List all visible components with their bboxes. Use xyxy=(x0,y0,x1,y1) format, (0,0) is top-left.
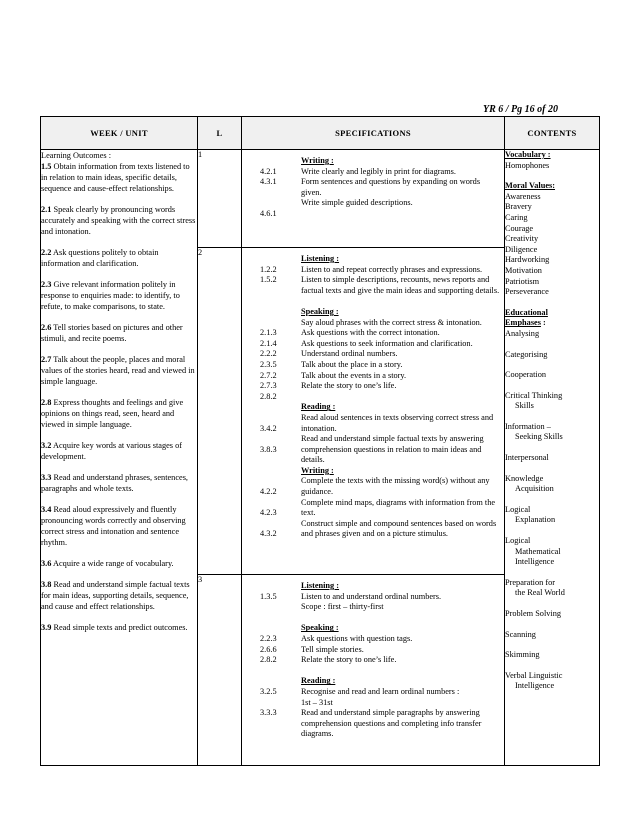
spec-text: Recognise and read and learn ordinal numbers : xyxy=(301,686,460,696)
emphasis-label: Cooperation xyxy=(505,370,547,380)
outcome-text: Ask questions politely to obtain information and clarification. xyxy=(41,248,159,268)
educational-emphases-title-2 xyxy=(505,318,599,329)
emphasis-item xyxy=(505,474,599,495)
outcome-number: 3.6 xyxy=(41,559,52,568)
spec-line xyxy=(242,156,502,167)
learning-outcome-item xyxy=(41,247,197,269)
spec-code: 1.2.2 xyxy=(260,264,277,274)
vocabulary-list xyxy=(505,161,599,172)
learning-outcome-item xyxy=(41,558,197,569)
spec-code: 3.4.2 xyxy=(260,423,277,433)
learning-outcome-item xyxy=(41,397,197,430)
spec-line xyxy=(242,581,502,592)
spec-list xyxy=(242,150,504,226)
spec-code: 2.3.5 xyxy=(260,359,277,369)
spec-text: factual texts and give the main ideas and supporting details. xyxy=(301,285,500,295)
spec-code: 3.3.3 xyxy=(260,708,277,718)
spec-text: Scope : first – thirty-first xyxy=(301,602,384,612)
outcome-text: Express thoughts and feelings and give opinions on things read, seen, heard and viewed in simple language. xyxy=(41,398,184,429)
level-3-number: 3 xyxy=(198,575,242,766)
spec-text: comprehension questions and completing info transfer xyxy=(301,718,482,728)
spec-line xyxy=(242,339,502,350)
emphasis-item xyxy=(505,650,599,661)
spec-line xyxy=(242,602,502,613)
spec-skill-heading: Writing : xyxy=(301,465,334,475)
moral-values-list xyxy=(505,192,599,298)
spec-line xyxy=(242,487,502,498)
spec-code xyxy=(242,413,301,424)
emphasis-label: Interpersonal xyxy=(505,453,549,463)
educational-emphases-list xyxy=(505,329,599,692)
spec-text: comprehension questions in relation to main ideas and xyxy=(301,444,482,454)
spec-text: diagrams. xyxy=(301,729,334,739)
emphasis-label-cont: Intelligence xyxy=(515,681,555,691)
outcome-number: 2.7 xyxy=(41,355,52,364)
spec-line xyxy=(242,592,502,603)
spec-text: text. xyxy=(301,508,316,518)
emphasis-item xyxy=(505,350,599,361)
emphasis-label: Logical xyxy=(505,536,531,546)
spec-line xyxy=(242,498,502,509)
outcome-text: Acquire key words at various stages of development. xyxy=(41,441,183,461)
spec-code: 1.3.5 xyxy=(260,591,277,601)
spec-line xyxy=(242,209,502,220)
emphasis-label: Scanning xyxy=(505,629,536,639)
spec-line xyxy=(242,254,502,265)
emphasis-item xyxy=(505,505,599,526)
spec-code: 2.8.2 xyxy=(260,391,277,401)
spec-code: 4.6.1 xyxy=(260,208,277,218)
outcome-number: 2.3 xyxy=(41,280,52,289)
spec-line xyxy=(242,265,502,276)
spec-code: 2.2.2 xyxy=(260,349,277,359)
spec-line xyxy=(242,708,502,719)
emphasis-label-cont: Mathematical xyxy=(515,546,561,556)
outcome-text: Read and understand phrases, sentences, paragraphs and whole texts. xyxy=(41,473,188,493)
outcome-text: Acquire a wide range of vocabulary. xyxy=(51,559,174,568)
emphasis-item xyxy=(505,630,599,641)
spec-line xyxy=(242,360,502,371)
emphasis-label: Categorising xyxy=(505,349,548,359)
spec-code: 3.8.3 xyxy=(260,444,277,454)
edu-colon: : xyxy=(540,318,546,328)
learning-outcome-item xyxy=(41,472,197,494)
level-1-specifications xyxy=(242,150,505,248)
emphasis-item xyxy=(505,370,599,381)
spec-text: Listen to simple descriptions, recounts, news reports and xyxy=(301,275,490,285)
spec-line xyxy=(242,349,502,360)
moral-values-title: Moral Values: xyxy=(505,181,556,191)
spec-code xyxy=(242,434,301,445)
learning-outcome-item xyxy=(41,204,197,237)
spec-code xyxy=(242,581,301,592)
spec-code: 4.3.2 xyxy=(260,529,277,539)
learning-outcomes-title: Learning Outcomes : xyxy=(41,151,112,160)
moral-value-item: Perseverance xyxy=(505,287,549,297)
spec-line xyxy=(242,177,502,198)
spec-text: Say aloud phrases with the correct stress & intonation. xyxy=(301,317,482,327)
moral-value-item: Hardworking xyxy=(505,255,550,265)
spec-line xyxy=(242,476,502,487)
level-1-number: 1 xyxy=(198,150,242,248)
spec-code xyxy=(242,455,301,466)
outcome-text: Speak clearly by pronouncing words accurately and speaking with the correct stress and intonation. xyxy=(41,205,196,236)
emphasis-label: Knowledge xyxy=(505,473,544,483)
edu-title-2: Emphases xyxy=(505,318,541,328)
emphasis-item xyxy=(505,391,599,412)
moral-value-item: Creativity xyxy=(505,234,539,244)
spec-line xyxy=(242,719,502,730)
emphasis-label-cont: the Real World xyxy=(515,588,565,598)
outcome-text: Read and understand simple factual texts for main ideas, supporting details, sequence, and cause and effect relationships. xyxy=(41,580,190,611)
spec-code: 2.1.3 xyxy=(260,328,277,338)
spec-line xyxy=(242,381,502,392)
learning-outcome-item xyxy=(41,161,197,194)
spec-code xyxy=(242,402,301,413)
spec-text: Form sentences and questions by expanding on words given. xyxy=(301,177,481,197)
spec-line xyxy=(242,286,502,297)
moral-value-item: Motivation xyxy=(505,265,542,275)
spec-text: Ask questions to seek information and clarification. xyxy=(301,338,473,348)
spec-text: Write simple guided descriptions. xyxy=(301,198,413,208)
spec-text: 1st – 31st xyxy=(301,697,333,707)
spec-code: 2.2.3 xyxy=(260,633,277,643)
learning-outcome-item xyxy=(41,322,197,344)
moral-value-item: Courage xyxy=(505,223,534,233)
spec-code xyxy=(242,198,301,209)
spec-line xyxy=(242,655,502,666)
spec-code xyxy=(242,254,301,265)
spec-code: 2.1.4 xyxy=(260,338,277,348)
emphasis-item xyxy=(505,536,599,568)
outcome-number: 2.2 xyxy=(41,248,52,257)
spec-line xyxy=(242,424,502,435)
scheme-of-work-table xyxy=(40,116,600,766)
emphasis-item xyxy=(505,422,599,443)
outcome-text: Give relevant information politely in response to enquiries made: to identify, to refute, to make comparisons, to state. xyxy=(41,280,180,311)
spec-line xyxy=(242,698,502,709)
spec-list xyxy=(242,248,504,546)
spec-text: Listen to and repeat correctly phrases and expressions. xyxy=(301,264,483,274)
spec-code xyxy=(242,719,301,730)
outcome-text: Talk about the people, places and moral values of the stories heard, read and viewed in simple language. xyxy=(41,355,195,386)
spec-line xyxy=(242,466,502,477)
moral-value-item: Diligence xyxy=(505,244,538,254)
spec-code xyxy=(242,519,301,530)
spec-code: 4.2.2 xyxy=(260,487,277,497)
header-specifications: SPECIFICATIONS xyxy=(242,117,505,150)
spec-code: 4.2.1 xyxy=(260,166,277,176)
emphasis-item xyxy=(505,671,599,692)
spec-text: Listen to and understand ordinal numbers. xyxy=(301,591,442,601)
spec-line xyxy=(242,529,502,540)
spec-text: details. xyxy=(301,455,325,465)
spec-code xyxy=(242,307,301,318)
spec-text: Tell simple stories. xyxy=(301,644,364,654)
spec-line xyxy=(242,676,502,687)
learning-outcome-item xyxy=(41,279,197,312)
spec-code xyxy=(242,476,301,487)
spec-skill-heading: Listening : xyxy=(301,581,340,590)
outcome-text: Tell stories based on pictures and other stimuli, and recite poems. xyxy=(41,323,183,343)
header-week-unit: WEEK / UNIT xyxy=(41,117,198,150)
spec-line xyxy=(242,634,502,645)
emphasis-item xyxy=(505,329,599,340)
emphasis-label: Critical Thinking xyxy=(505,390,563,400)
spec-code xyxy=(242,466,301,477)
vocabulary-title: Vocabulary : xyxy=(505,150,551,159)
header-contents: CONTENTS xyxy=(505,117,600,150)
spec-line xyxy=(242,645,502,656)
spec-skill-heading: Speaking : xyxy=(301,306,339,316)
level-2-specifications xyxy=(242,248,505,575)
emphasis-label-cont: Intelligence xyxy=(515,557,555,567)
spec-text: Complete the texts with the missing word(s) without any xyxy=(301,476,490,486)
spec-line xyxy=(242,413,502,424)
spec-text: Understand ordinal numbers. xyxy=(301,349,398,359)
emphasis-item xyxy=(505,453,599,464)
spec-line xyxy=(242,445,502,456)
emphasis-label: Verbal Linguistic xyxy=(505,670,563,680)
outcome-number: 3.2 xyxy=(41,441,52,450)
educational-emphases-title xyxy=(505,308,599,319)
spec-line xyxy=(242,434,502,445)
spec-code xyxy=(242,498,301,509)
spec-skill-heading: Speaking : xyxy=(301,623,339,633)
spec-line xyxy=(242,508,502,519)
spec-text: Talk about the events in a story. xyxy=(301,370,407,380)
spec-code xyxy=(242,318,301,329)
spec-skill-heading: Writing : xyxy=(301,156,334,165)
spec-code: 3.2.5 xyxy=(260,686,277,696)
outcome-text: Obtain information from texts listened to in relation to main ideas, specific details, sequence and cause-effect relationships. xyxy=(41,162,190,193)
spec-line xyxy=(242,318,502,329)
spec-line xyxy=(242,198,502,209)
header-level: L xyxy=(198,117,242,150)
emphasis-label-cont: Skills xyxy=(515,401,534,411)
spec-text: Read aloud sentences in texts observing correct stress and xyxy=(301,412,494,422)
emphasis-label: Problem Solving xyxy=(505,609,562,618)
spec-line xyxy=(242,402,502,413)
emphasis-label: Skimming xyxy=(505,650,540,660)
outcome-number: 3.9 xyxy=(41,623,52,632)
moral-value-item: Patriotism xyxy=(505,276,540,286)
learning-outcome-item xyxy=(41,579,197,612)
spec-text: and phrases given and on a picture stimulus. xyxy=(301,529,449,539)
moral-value-item: Caring xyxy=(505,212,528,222)
vocabulary-item: Homophones xyxy=(505,160,550,170)
spec-line xyxy=(242,519,502,530)
outcome-number: 3.3 xyxy=(41,473,52,482)
spec-line xyxy=(242,328,502,339)
spec-skill-heading: Reading : xyxy=(301,676,336,686)
spec-code xyxy=(242,676,301,687)
spec-line xyxy=(242,167,502,178)
spec-text: Write clearly and legibly in print for diagrams. xyxy=(301,166,456,176)
learning-outcome-item xyxy=(41,354,197,387)
outcome-text: Read aloud expressively and fluently pronouncing words correctly and observing correct stress and intonation and sentence rhythm. xyxy=(41,505,186,547)
outcome-number: 2.8 xyxy=(41,398,52,407)
emphasis-label: Logical xyxy=(505,504,531,514)
spec-code xyxy=(242,602,301,613)
emphasis-label: Information – xyxy=(505,421,551,431)
spec-text: Talk about the place in a story. xyxy=(301,359,403,369)
spec-line xyxy=(242,455,502,466)
emphasis-item xyxy=(505,609,599,620)
spec-code: 4.2.3 xyxy=(260,508,277,518)
learning-outcomes-list xyxy=(41,161,197,633)
spec-code xyxy=(242,156,301,167)
spec-text: Relate the story to one’s life. xyxy=(301,381,397,391)
moral-value-item: Bravery xyxy=(505,202,532,212)
spec-skill-heading: Reading : xyxy=(301,402,336,412)
spec-code xyxy=(242,698,301,709)
spec-code: 4.3.1 xyxy=(260,177,277,187)
spec-line xyxy=(242,392,502,403)
learning-outcome-item xyxy=(41,504,197,548)
emphasis-item xyxy=(505,578,599,599)
emphasis-label-cont: Acquisition xyxy=(515,484,554,494)
spec-text xyxy=(301,209,502,220)
outcome-number: 2.6 xyxy=(41,323,52,332)
level-2-number: 2 xyxy=(198,248,242,575)
spec-text: Complete mind maps, diagrams with information from the xyxy=(301,497,496,507)
moral-value-item: Awareness xyxy=(505,191,541,201)
spec-text: guidance. xyxy=(301,487,334,497)
outcome-number: 3.4 xyxy=(41,505,52,514)
outcome-number: 1.5 xyxy=(41,162,52,171)
spec-text: Read and understand simple factual texts by answering xyxy=(301,434,484,444)
spec-code: 2.6.6 xyxy=(260,644,277,654)
spec-text: intonation. xyxy=(301,423,337,433)
learning-outcome-item xyxy=(41,440,197,462)
spec-line xyxy=(242,371,502,382)
spec-text: Relate the story to one’s life. xyxy=(301,655,397,665)
emphasis-label: Preparation for xyxy=(505,577,555,587)
emphasis-label-cont: Seeking Skills xyxy=(515,432,563,442)
spec-line xyxy=(242,687,502,698)
spec-code: 2.7.3 xyxy=(260,381,277,391)
emphasis-label: Analysing xyxy=(505,328,540,338)
spec-text: Construct simple and compound sentences based on words xyxy=(301,518,497,528)
spec-line xyxy=(242,275,502,286)
outcome-number: 2.1 xyxy=(41,205,52,214)
learning-outcomes-cell xyxy=(41,150,198,766)
spec-code: 2.7.2 xyxy=(260,370,277,380)
spec-code xyxy=(242,729,301,740)
spec-list xyxy=(242,575,504,746)
level-3-specifications xyxy=(242,575,505,766)
spec-code: 2.8.2 xyxy=(260,655,277,665)
spec-skill-heading: Listening : xyxy=(301,254,340,263)
edu-title-1: Educational xyxy=(505,307,548,317)
learning-outcome-item xyxy=(41,622,197,633)
page-reference: YR 6 / Pg 16 of 20 xyxy=(483,104,558,115)
spec-text: Read and understand simple paragraphs by answering xyxy=(301,708,480,718)
outcome-text: Read simple texts and predict outcomes. xyxy=(51,623,188,632)
table-header-row xyxy=(41,117,600,150)
spec-text: Ask questions with the correct intonation. xyxy=(301,328,440,338)
spec-text: Ask questions with question tags. xyxy=(301,633,413,643)
spec-code xyxy=(242,286,301,297)
outcome-number: 3.8 xyxy=(41,580,52,589)
spec-code: 1.5.2 xyxy=(260,275,277,285)
spec-line xyxy=(242,307,502,318)
spec-text xyxy=(301,392,502,403)
level-1-row xyxy=(41,150,600,248)
spec-line xyxy=(242,623,502,634)
contents-cell xyxy=(505,150,600,766)
spec-code xyxy=(242,623,301,634)
emphasis-label-cont: Explanation xyxy=(515,515,556,525)
spec-line xyxy=(242,729,502,740)
